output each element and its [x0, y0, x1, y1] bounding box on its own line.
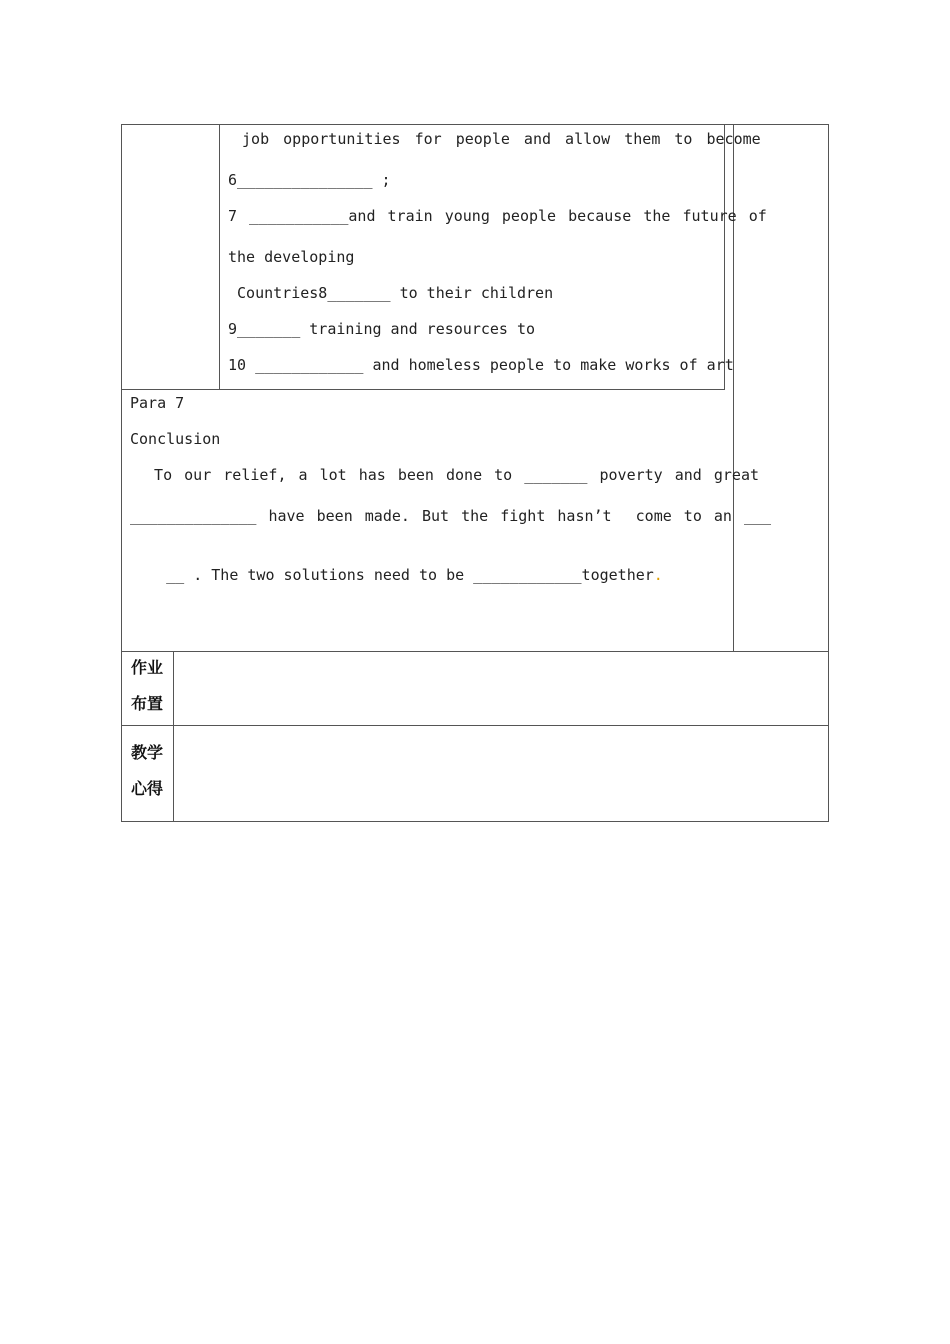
- reflection-label-line-2: 心得: [131, 779, 164, 798]
- conclusion-line-2: ______________ have been made. But the fight hasn’t come to an ___: [130, 507, 772, 525]
- inner-box-right-border: [724, 124, 725, 390]
- conclusion-line-3-text: __ . The two solutions need to be ____________together: [166, 566, 654, 584]
- label-column-divider: [173, 651, 174, 822]
- upper-line-2: 6_______________ ;: [228, 171, 391, 189]
- homework-label-line-2: 布置: [131, 694, 164, 713]
- inner-box-bottom-border: [121, 389, 725, 390]
- upper-line-7: 10 ____________ and homeless people to make works of art: [228, 356, 734, 374]
- upper-line-5: Countries8_______ to their children: [228, 284, 554, 302]
- reflection-label-line-1: 教学: [131, 743, 164, 762]
- inner-box-left-border: [219, 124, 220, 390]
- conclusion-line-3-end: .: [653, 566, 663, 584]
- upper-line-6: 9_______ training and resources to: [228, 320, 536, 338]
- table-left-border: [121, 124, 122, 822]
- conclusion-line-1: To our relief, a lot has been done to _______ poverty and great: [130, 466, 759, 484]
- table-top-border: [122, 124, 829, 125]
- reflection-row-top-border: [121, 725, 829, 726]
- right-column-divider: [733, 124, 734, 652]
- table-right-border: [828, 124, 829, 822]
- homework-label-line-1: 作业: [131, 658, 164, 677]
- conclusion-line-3: [130, 548, 663, 602]
- conclusion-heading: Conclusion: [130, 430, 221, 448]
- para-label: Para 7: [130, 394, 185, 412]
- upper-line-1: job opportunities for people and allow them to become: [228, 130, 761, 148]
- table-bottom-border: [121, 821, 829, 822]
- upper-line-4: the developing: [228, 248, 355, 266]
- homework-row-top-border: [121, 651, 829, 652]
- upper-line-3: 7 ___________and train young people because the future of: [228, 207, 767, 225]
